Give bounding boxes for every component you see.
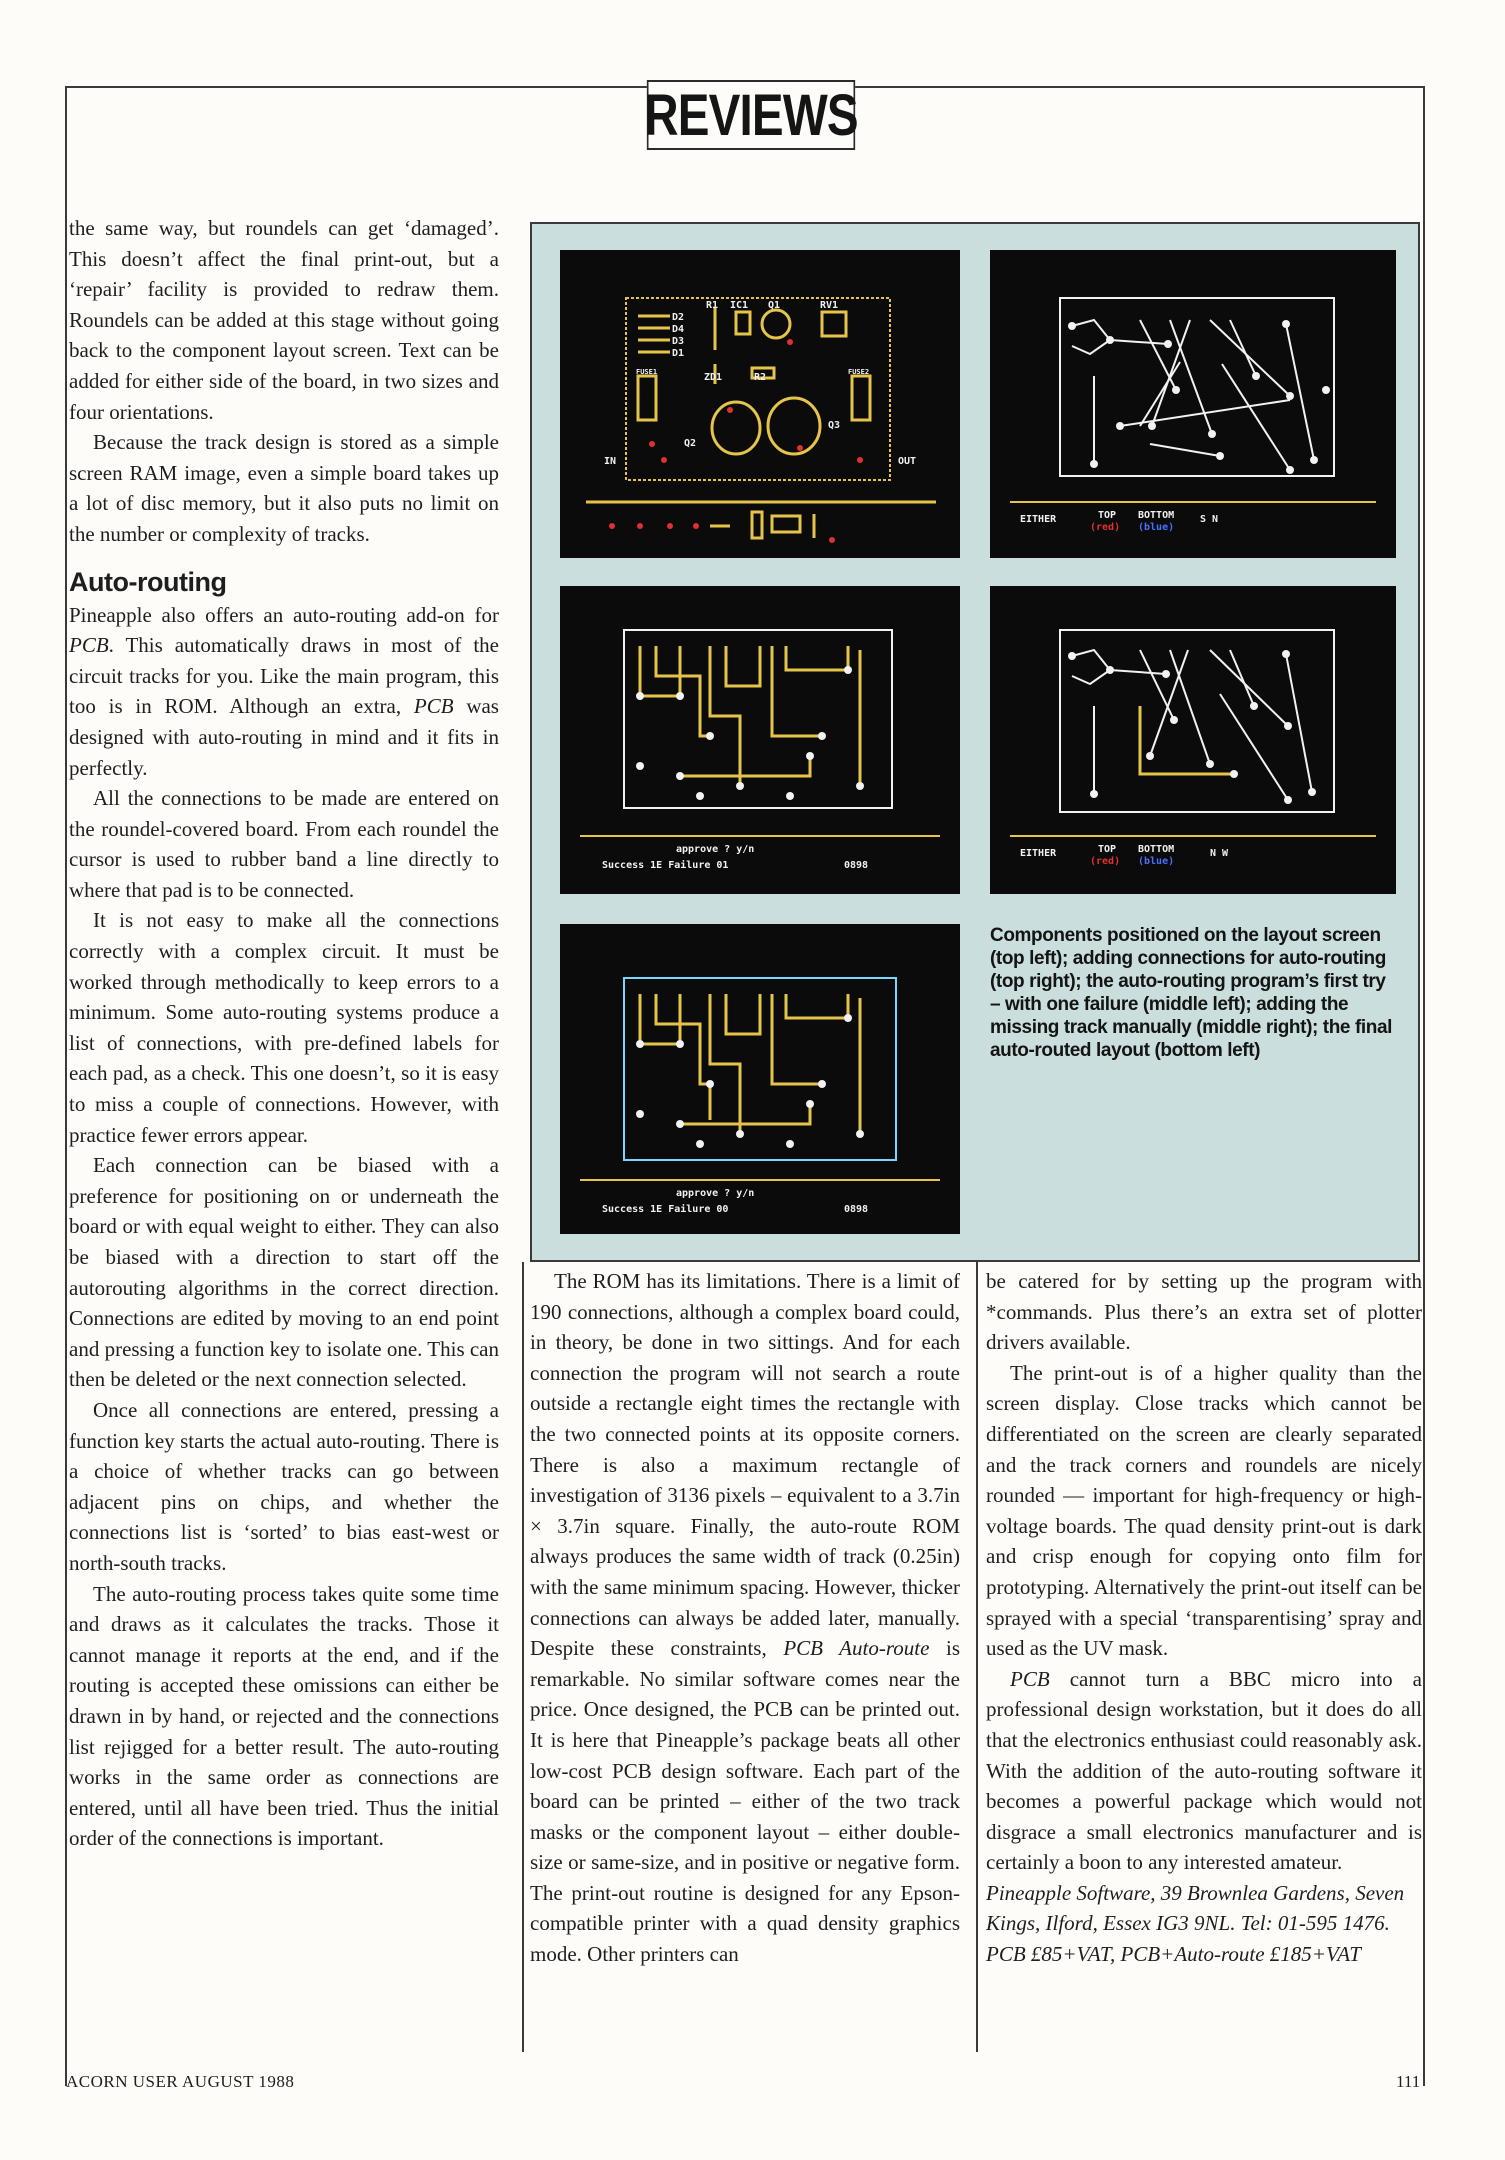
component-label: Q1 bbox=[768, 300, 781, 311]
svg-text:(red): (red) bbox=[1090, 856, 1121, 867]
svg-text:BOTTOM: BOTTOM bbox=[1138, 844, 1175, 855]
paragraph: The auto-routing process takes quite some time and draws as it calculates the tracks. Those it cannot manage it reports at the end, and if the routing is accepted these omissions can either be drawn in by hand, or rejected and the connections list rejigged for a better result. The auto-routing works in the same order as connections are entered, until all have been tried. Thus the initial order of the connections is important. bbox=[69, 1581, 499, 1851]
svg-text:0898: 0898 bbox=[844, 1204, 869, 1215]
screenshot-figure bbox=[530, 222, 1420, 1262]
component-label: D1 bbox=[672, 348, 685, 359]
paragraph: Once all connections are entered, pressing a function key starts the actual auto-routing. There is a choice of whether tracks can go between adjacent pins on chips, and whether the connections list is ‘sorted’ to bias east-west or north-south tracks. bbox=[69, 1397, 499, 1575]
screen-adding-connections bbox=[990, 250, 1396, 558]
screen-manual-track bbox=[990, 586, 1396, 894]
footer-publication: ACORN USER AUGUST 1988 bbox=[66, 2072, 295, 2091]
paragraph: All the connections to be made are entered on the roundel-covered board. From each roundel the cursor is used to rubber band a line directly to where that pad is to be connected. bbox=[69, 786, 499, 902]
screen-first-try bbox=[560, 586, 960, 894]
svg-text:(blue): (blue) bbox=[1138, 856, 1175, 867]
column-2 bbox=[530, 1266, 960, 1970]
svg-text:TOP: TOP bbox=[1098, 510, 1117, 521]
component-label: D4 bbox=[672, 324, 685, 335]
component-label: OUT bbox=[898, 456, 917, 467]
svg-text:N W: N W bbox=[1210, 848, 1229, 859]
svg-text:S N: S N bbox=[1200, 514, 1219, 525]
svg-text:TOP: TOP bbox=[1098, 844, 1117, 855]
component-label: FUSE2 bbox=[848, 368, 870, 376]
component-label: R2 bbox=[754, 372, 767, 383]
paragraph: Pineapple also offers an auto-routing add-on for PCB. This automatically draws in most of the circuit tracks for you. Like the main program, this too is in ROM. Although an extra, PCB was designed with auto-routing in mind and it fits in perfectly. bbox=[69, 602, 499, 780]
frame-left-rule bbox=[65, 86, 67, 2086]
svg-text:EITHER: EITHER bbox=[1020, 848, 1057, 859]
section-title: REVIEWS bbox=[647, 80, 855, 150]
paragraph: the same way, but roundels can get ‘damaged’. This doesn’t affect the final print-out, but a ‘repair’ facility is provided to redraw them. Roundels can be added at this stage without going back to the component layout screen. Text can be added for either side of the board, in two sizes and four orientations. bbox=[69, 216, 499, 424]
svg-text:Success 1E Failure 01: Success 1E Failure 01 bbox=[602, 860, 729, 871]
contact-address: Pineapple Software, 39 Brownlea Gardens, Seven Kings, Ilford, Essex IG3 9NL. Tel: 01-595 1476. PCB £85+VAT, PCB+Auto-route £185+VAT bbox=[986, 1880, 1405, 1967]
column-divider-1 bbox=[522, 1262, 524, 2052]
svg-text:BOTTOM: BOTTOM bbox=[1138, 510, 1175, 521]
svg-text:(blue): (blue) bbox=[1138, 522, 1175, 533]
component-label: FUSE1 bbox=[636, 368, 658, 376]
column-divider-2 bbox=[976, 1262, 978, 2052]
figure-caption: Components positioned on the layout screen (top left); adding connections for auto-routing (top right); the auto-routing program’s first try – with one failure (middle left); adding the missing track manually (middle right); the final auto-routed layout (bottom left) bbox=[990, 925, 1393, 1061]
status-either: EITHER bbox=[1020, 514, 1057, 525]
svg-text:(red): (red) bbox=[1090, 522, 1121, 533]
page-number: 111 bbox=[1396, 2072, 1421, 2091]
component-label: D3 bbox=[672, 336, 685, 347]
component-label: ZD1 bbox=[704, 372, 723, 383]
paragraph: Because the track design is stored as a simple screen RAM image, even a simple board takes up a lot of disc memory, but it also puts no limit on the number or complexity of tracks. bbox=[69, 430, 499, 546]
svg-text:0898: 0898 bbox=[844, 860, 869, 871]
paragraph: PCB cannot turn a BBC micro into a professional design workstation, but it does do all that the electronics enthusiast could reasonably ask. With the addition of the auto-routing software it becomes a powerful package which would not disgrace a small electronics manufacturer and is certainly a boon to any interested amateur. bbox=[986, 1666, 1422, 1875]
component-label: Q2 bbox=[684, 438, 697, 449]
paragraph: The print-out is of a higher quality than the screen display. Close tracks which cannot be differentiated on the screen are clearly separated and the track corners and roundels are nicely rounded — important for high-frequency or high-voltage boards. The quad density print-out is dark and crisp enough for copying onto film for prototyping. Alternatively the print-out itself can be sprayed with a special ‘transparentising’ spray and used as the UV mask. bbox=[986, 1360, 1422, 1661]
svg-text:approve ? y/n: approve ? y/n bbox=[676, 844, 755, 855]
component-label: IC1 bbox=[730, 300, 749, 311]
screen-component-layout bbox=[560, 250, 960, 558]
paragraph: It is not easy to make all the connections correctly with a complex circuit. It must be worked through methodically to keep errors to a minimum. Some auto-routing systems produce a list of connections, with pre-defined labels for each pad, as a check. This one doesn’t, so it is easy to miss a couple of connections. However, with practice fewer errors appear. bbox=[69, 908, 499, 1147]
svg-text:approve ? y/n: approve ? y/n bbox=[676, 1188, 755, 1199]
frame-right-rule bbox=[1423, 86, 1425, 2086]
paragraph: The ROM has its limitations. There is a limit of 190 connections, although a complex board could, in theory, be done in two sittings. And for each connection the program will not search a route outside a rectangle eight times the rectangle with the two connected points at its opposite corners. There is also a maximum rectangle of investigation of 3136 pixels – equivalent to a 3.7in × 3.7in square. Finally, the auto-route ROM always produces the same width of track (0.25in) with the same minimum spacing. However, thicker connections can always be added later, manually. Despite these constraints, PCB Auto-route is remarkable. No similar software comes near the price. Once designed, the PCB can be printed out. It is here that Pineapple’s package beats all other low-cost PCB design software. Each part of the board can be printed – either of the two track masks or the component layout – either double-size or same-size, and in positive or negative form. The print-out routine is designed for any Epson-compatible printer with a quad density graphics mode. Other printers can bbox=[530, 1269, 960, 1967]
component-label: R1 bbox=[706, 300, 719, 311]
component-label: Q3 bbox=[828, 420, 841, 431]
screen-final-layout bbox=[560, 924, 960, 1234]
column-1 bbox=[69, 213, 499, 1854]
paragraph: Each connection can be biased with a preference for positioning on or underneath the board or with equal weight to either. They can also be biased with a direction to start off the autorouting algorithms in the correct direction. Connections are edited by moving to an end point and pressing a function key to isolate one. This can then be deleted or the next connection selected. bbox=[69, 1153, 500, 1392]
component-label: D2 bbox=[672, 312, 685, 323]
paragraph: be catered for by setting up the program with *commands. Plus there’s an extra set of plotter drivers available. bbox=[986, 1269, 1422, 1355]
svg-text:Success 1E Failure 00: Success 1E Failure 00 bbox=[602, 1204, 729, 1215]
subheading-auto-routing: Auto-routing bbox=[69, 566, 227, 597]
component-label: RV1 bbox=[820, 300, 839, 311]
component-label: IN bbox=[604, 456, 617, 467]
column-3 bbox=[986, 1266, 1422, 1970]
